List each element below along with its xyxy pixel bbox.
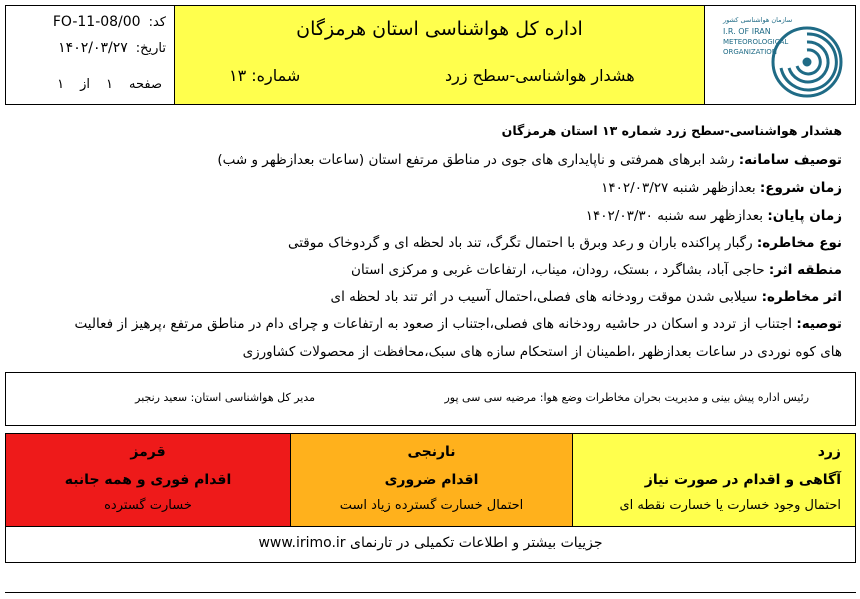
hazard-label: نوع مخاطره: — [756, 235, 842, 251]
code-row — [53, 14, 166, 30]
header-title-panel — [175, 6, 705, 104]
code-label: کد: — [148, 14, 166, 30]
page-current: ۱ — [106, 77, 114, 92]
level-red-action: اقدام فوری و همه جانبه — [64, 472, 232, 488]
warning-title: هشدار هواشناسی-سطح زرد شماره ۱۳ استان هرمزگان — [501, 123, 842, 138]
org-title: اداره کل هواشناسی استان هرمزگان — [296, 18, 583, 40]
date-label: تاریخ: — [135, 40, 166, 56]
level-yellow-action: آگاهی و اقدام در صورت نیاز — [644, 472, 841, 488]
area-label: منطقه اثر: — [768, 262, 842, 278]
advice-line-2 — [243, 344, 842, 360]
warning-number: شماره: ۱۳ — [229, 66, 301, 85]
meteorological-organization-logo — [719, 10, 843, 102]
start-text: بعدازظهر شنبه ۱۴۰۲/۰۳/۲۷ — [601, 180, 756, 196]
level-yellow-name: زرد — [817, 444, 841, 460]
area-line — [351, 262, 842, 278]
page-row — [57, 77, 162, 92]
start-label: زمان شروع: — [759, 180, 842, 196]
effect-line — [331, 289, 842, 305]
page-label: صفحه — [129, 77, 162, 92]
advice-label: توصیه: — [796, 316, 842, 332]
more-info-box — [5, 527, 856, 563]
date-value: ۱۴۰۲/۰۳/۲۷ — [58, 40, 128, 56]
area-text: حاجی آباد، بشاگرد ، بستک، رودان، میناب، ارتفاعات غربی و مرکزی استان — [351, 262, 765, 278]
end-text: بعدازظهر سه شنبه ۱۴۰۲/۰۳/۳۰ — [585, 208, 764, 224]
logo-line4: ORGANIZATION — [723, 48, 778, 56]
hazard-text: رگبار پراکنده باران و رعد وبرق با احتمال تگرگ، تند باد لحظه ای و گردوخاک موقتی — [287, 235, 753, 251]
level-red-desc: خسارت گسترده — [104, 498, 192, 513]
director-signature: مدیر کل هواشناسی استان: سعید رنجبر — [135, 391, 315, 404]
logo-panel — [705, 6, 855, 104]
crisis-head-signature: رئیس اداره پیش بینی و مدیریت بحران مخاطرات وضع هوا: مرضیه سی سی پور — [444, 391, 809, 404]
level-yellow-desc: احتمال وجود خسارت یا خسارت نقطه ای — [619, 498, 841, 513]
signature-box — [5, 372, 856, 426]
page-total: ۱ — [57, 77, 65, 92]
effect-text: سیلابی شدن موقت رودخانه های فصلی،احتمال آسیب در اثر تند باد لحظه ای — [330, 289, 758, 305]
effect-label: اثر مخاطره: — [761, 289, 842, 305]
code-value: FO-11-08/00 — [52, 14, 141, 30]
level-orange-name: نارنجی — [407, 444, 456, 460]
date-row — [58, 40, 166, 56]
hazard-line — [288, 235, 842, 251]
form-meta — [6, 6, 175, 104]
end-line — [586, 208, 842, 224]
logo-line3: METEOROLOGICAL — [723, 38, 789, 46]
level-orange — [290, 434, 572, 526]
level-red — [6, 434, 290, 526]
more-info-text: جزییات بیشتر و اطلاعات تکمیلی در تارنمای www.irimo.ir — [258, 535, 603, 551]
level-red-name: قرمز — [130, 444, 166, 460]
level-orange-desc: احتمال خسارت گسترده زیاد است — [339, 498, 524, 513]
advice-line — [75, 316, 842, 332]
warning-levels — [5, 433, 856, 527]
logo-line1: سازمان هواشناسی کشور — [723, 16, 793, 24]
advice-text-2: های کوه نوردی در ساعات بعدازظهر ،اطمینان از استحکام سازه های سبک،محافظت از محصولات کشاورزی — [242, 344, 842, 360]
page-of: از — [80, 77, 91, 92]
system-label: توصیف سامانه: — [738, 152, 842, 168]
system-text: رشد ابرهای همرفتی و ناپایداری های جوی در مناطق مرتفع استان (ساعات بعدازظهر و شب) — [217, 152, 735, 168]
logo-line2: I.R. OF IRAN — [723, 27, 771, 36]
system-line — [217, 152, 842, 168]
level-yellow — [572, 434, 855, 526]
start-line — [601, 180, 842, 196]
level-orange-action: اقدام ضروری — [384, 472, 479, 488]
bottom-divider — [5, 592, 856, 593]
advice-text-1: اجتناب از تردد و اسکان در حاشیه رودخانه های فصلی،اجتناب از صعود به ارتفاعات و چرای دام در مناطق مرتفع ،پرهیز از فعالیت — [74, 316, 793, 332]
warning-subtitle: هشدار هواشناسی-سطح زرد — [445, 66, 635, 85]
end-label: زمان پایان: — [767, 208, 842, 224]
document-header — [5, 5, 856, 105]
